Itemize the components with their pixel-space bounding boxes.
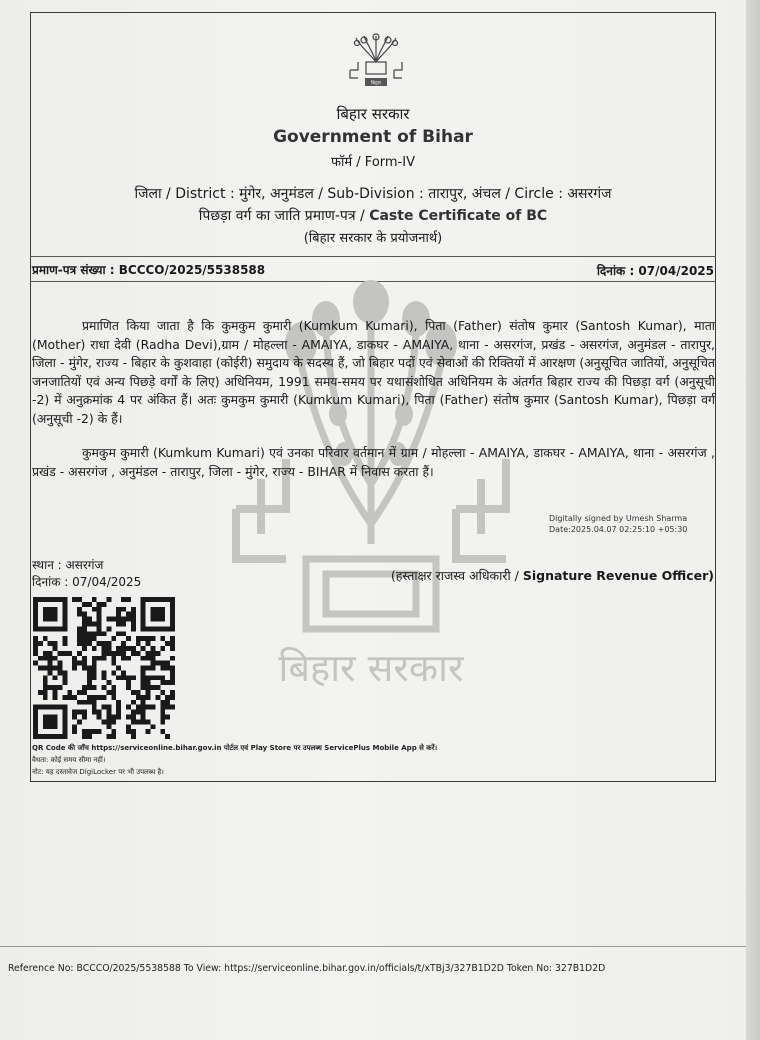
district-line: जिला / District : मुंगेर, अनुमंडल / Sub-Division : तारापुर, अंचल / Circle : असरगंज xyxy=(134,186,612,202)
watermark-text: बिहार सरकार xyxy=(278,646,464,690)
footer-divider xyxy=(0,946,746,947)
emblem-label: बिहार xyxy=(370,80,382,87)
certificate-body-paragraph-2: कुमकुम कुमारी (Kumkum Kumari) एवं उनका परिवार वर्तमान में ग्राम / मोहल्ला - AMAIYA, डाकघर - AMAIYA, थाना - असरगंज , प्रखंड - असरगंज , अनुमंडल - तारापुर, जिला - मुंगेर, राज्य - BIHAR में निवास करता हैं। xyxy=(32,445,715,479)
certificate-title xyxy=(30,206,716,225)
signature-designation xyxy=(391,567,714,584)
issue-date: दिनांक : 07/04/2025 xyxy=(32,575,142,589)
certificate-title-hindi: पिछड़ा वर्ग का जाति प्रमाण-पत्र / xyxy=(198,208,370,224)
form-number: फॉर्म / Form-IV xyxy=(331,155,415,170)
header-divider xyxy=(30,256,716,257)
certificate-title-english: Caste Certificate of BC xyxy=(369,208,548,224)
page-edge-shadow xyxy=(746,0,760,1040)
digilocker-note: नोट: यह दस्तावेज DigiLocker पर भी उपलब्ध है। xyxy=(32,768,164,776)
signature-designation-hindi: (हस्ताक्षर राजस्व अधिकारी / xyxy=(390,568,523,583)
digital-signature-signer: Digitally signed by Umesh Sharma xyxy=(549,514,688,523)
qr-verification-note: QR Code की जाँच https://serviceonline.bihar.gov.in पोर्टल एवं Play Store पर उपलब्ध ServicePlus Mobile App से करें। xyxy=(32,744,438,752)
reference-footer: Reference No: BCCCO/2025/5538588 To View: https://serviceonline.bihar.gov.in/officials/t/xTBj3/327B1D2D Token No: 327B1D2D xyxy=(8,963,606,974)
qr-code-icon[interactable] xyxy=(33,597,175,739)
digital-signature xyxy=(549,513,687,535)
certificate-purpose: (बिहार सरकार के प्रयोजनार्थ) xyxy=(303,231,443,246)
hindi-government-title: बिहार सरकार xyxy=(336,105,410,123)
digital-signature-date: Date:2025.04.07 02:25:10 +05:30 xyxy=(549,525,688,534)
validity-note: वैधता: कोई समय सीमा नहीं। xyxy=(32,756,106,764)
certificate-number: प्रमाण-पत्र संख्या : BCCCO/2025/5538588 xyxy=(32,263,266,277)
issue-place: स्थान : असरगंज xyxy=(32,558,104,572)
bihar-emblem-icon xyxy=(346,32,406,88)
signature-designation-english: Signature Revenue Officer) xyxy=(522,568,714,583)
certificate-date: दिनांक : 07/04/2025 xyxy=(596,264,714,278)
english-government-title: Government of Bihar xyxy=(273,127,473,147)
certificate-body-paragraph-1: प्रमाणित किया जाता है कि कुमकुम कुमारी (Kumkum Kumari), पिता (Father) संतोष कुमार (Santosh Kumar), माता (Mother) राधा देवी (Radha Devi),ग्राम / मोहल्ला - AMAIYA, डाकघर - AMAIYA, थाना - असरगंज, प्रखंड - असरगंज, अनुमंडल - तारापुर, जिला - मुंगेर, राज्य - बिहार के कुशवाहा (कोईरी) समुदाय के सदस्य हैं, जो बिहार पदों एवं सेवाओं की रिक्तियों में आरक्षण (अनुसूचित जातियों, अनुसूचित जनजातियों एवं अन्य पिछड़े वर्गों के लिए) अधिनियम, 1991 समय-समय पर यथासंशोधित अधिनियम के अंतर्गत बिहार राज्य की पिछड़ा वर्ग (अनुसूची -2) में अनुक्रमांक 4 पर अंकित हैं। अतः कुमकुम कुमारी (Kumkum Kumari), पिता (Father) संतोष कुमार (Santosh Kumar), पिछड़ा वर्ग (अनुसूची -2) के हैं। xyxy=(32,318,715,426)
